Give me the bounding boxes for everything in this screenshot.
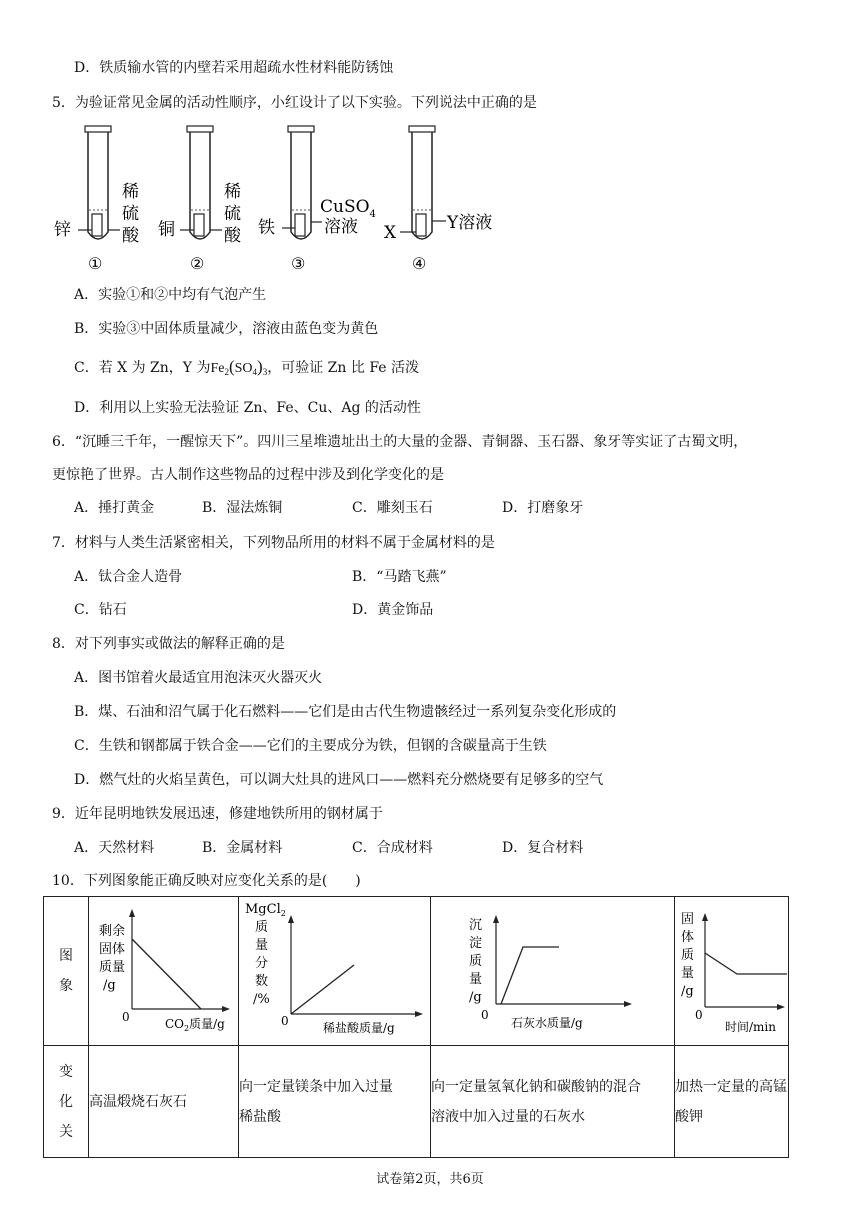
desc-d: 加热一定量的高锰 酸钾 [675, 1046, 789, 1158]
graph-b [239, 897, 431, 1045]
graph-d-cell [675, 897, 789, 1046]
svg-text:/g: /g [469, 990, 482, 1005]
q7-option-c: C．钻石 [74, 602, 127, 618]
svg-text:量: 量 [681, 966, 695, 981]
tube2-sol-1: 稀 [224, 182, 241, 202]
tube2-sol-2: 硫 [224, 204, 241, 224]
q7-option-a: A．钛合金人造骨 [74, 569, 183, 585]
svg-text:0: 0 [122, 1010, 130, 1024]
graph-b-line [291, 965, 354, 1014]
svg-text:量: 量 [255, 938, 269, 953]
tube1-sol-1: 稀 [122, 182, 139, 202]
tube3-sol-bottom: 溶液 [324, 217, 358, 237]
q5-option-d: D．利用以上实验无法验证 Zn、Fe、Cu、Ag 的活动性 [74, 400, 421, 416]
graph-a [89, 897, 239, 1045]
graph-a-cell [89, 897, 239, 1046]
graph-b-cell [239, 897, 431, 1046]
svg-text:剩余: 剩余 [99, 924, 126, 939]
svg-text:0: 0 [695, 1008, 703, 1022]
graph-c-cell [431, 897, 675, 1046]
q7-option-b: B．“马踏飞燕” [352, 569, 447, 585]
q8-option-b: B．煤、石油和沼气属于化石燃料——它们是由古代生物遗骸经过一系列复杂变化形成的 [74, 704, 617, 720]
svg-text:/g: /g [681, 984, 694, 999]
q5-option-c-pre: C．若 X 为 Zn，Y 为 [74, 360, 211, 376]
svg-text:数: 数 [255, 974, 269, 989]
graph-d-line [705, 953, 787, 974]
svg-text:体: 体 [681, 930, 695, 945]
tube3-sol-top: CuSO [320, 197, 370, 217]
svg-text:时间/min: 时间/min [725, 1020, 776, 1034]
tube2-metal: 铜 [158, 220, 175, 240]
svg-text:质量: 质量 [99, 960, 126, 975]
q9-option-b: B．金属材料 [202, 840, 283, 856]
q6-stem-line1: 6．“沉睡三千年，一醒惊天下”。四川三星堆遗址出土的大量的金器、青铜器、玉石器、象牙等实证了古蜀文明， [52, 434, 748, 450]
tube4-solution: Y溶液 [447, 213, 493, 233]
q10-table [43, 896, 789, 1158]
q6-option-d: D．打磨象牙 [502, 500, 584, 516]
q6-stem-line2: 更惊艳了世界。古人制作这些物品的过程中涉及到化学变化的是 [52, 467, 444, 483]
q6-option-c: C．雕刻玉石 [352, 500, 433, 516]
tube4-metal: X [384, 223, 397, 243]
q9-option-a: A．天然材料 [74, 840, 155, 856]
tube3-num: ③ [291, 254, 306, 273]
test-tube-1 [78, 126, 120, 239]
q8-stem: 8．对下列事实或做法的解释正确的是 [52, 636, 285, 652]
q8-option-c: C．生铁和钢都属于铁合金——它们的主要成分为铁，但钢的含碳量高于生铁 [74, 738, 547, 754]
desc-c: 向一定量氢氧化钠和碳酸钠的混合 溶液中加入过量的石灰水 [431, 1046, 675, 1158]
q5-option-a: A．实验①和②中均有气泡产生 [74, 287, 267, 303]
svg-text:质: 质 [681, 948, 695, 963]
test-tube-3 [282, 126, 322, 239]
tube4-num: ④ [412, 254, 427, 273]
svg-text:固体: 固体 [99, 942, 126, 957]
q8-option-a: A．图书馆着火最适宜用泡沫灭火器灭火 [74, 670, 323, 686]
q6-option-a: A．捶打黄金 [74, 500, 155, 516]
q5-option-c [74, 357, 419, 382]
svg-text:0: 0 [481, 1008, 489, 1022]
svg-text:量: 量 [469, 972, 483, 987]
svg-text:沉: 沉 [469, 918, 483, 933]
svg-text:稀盐酸质量/g: 稀盐酸质量/g [323, 1021, 395, 1035]
svg-text:/%: /% [253, 992, 270, 1007]
q9-option-c: C．合成材料 [352, 840, 433, 856]
tube3-sol-sub: 4 [369, 209, 376, 220]
test-tube-4 [400, 126, 446, 239]
tube3-metal: 铁 [258, 218, 275, 238]
q6-option-b: B．湿法炼铜 [202, 500, 283, 516]
svg-text:石灰水质量/g: 石灰水质量/g [511, 1016, 583, 1030]
svg-text:分: 分 [255, 956, 269, 971]
q10-row-descriptions [44, 1046, 789, 1158]
graph-c-line [501, 947, 559, 1004]
graph-c [431, 897, 675, 1045]
q10-stem: 10．下列图象能正确反映对应变化关系的是( ) [52, 873, 361, 889]
graph-a-line [132, 939, 201, 1009]
svg-text:/g: /g [103, 978, 116, 993]
svg-text:0: 0 [281, 1014, 289, 1028]
svg-text:质: 质 [255, 920, 269, 935]
test-tube-2 [180, 126, 222, 239]
q10-row-graphs [44, 897, 789, 1046]
tube1-num: ① [88, 254, 103, 273]
q8-option-d: D．燃气灶的火焰呈黄色，可以调大灶具的进风口——燃料充分燃烧要有足够多的空气 [74, 772, 604, 788]
tube1-sol-2: 硫 [122, 204, 139, 224]
q5-stem: 5．为验证常见金属的活动性顺序，小红设计了以下实验。下列说法中正确的是 [52, 95, 537, 111]
q7-option-d: D．黄金饰品 [352, 602, 434, 618]
q5-option-b: B．实验③中固体质量减少，溶液由蓝色变为黄色 [74, 321, 379, 337]
q5-option-c-formula: $Fe_2(SO_4)_3$ [210, 357, 268, 377]
q9-option-d: D．复合材料 [502, 840, 584, 856]
q4-option-d: D．铁质输水管的内壁若采用超疏水性材料能防锈蚀 [74, 60, 394, 76]
svg-text:固: 固 [681, 912, 695, 927]
row-label-change: 变 化 关 [44, 1046, 89, 1158]
page-footer: 试卷第2页，共6页 [376, 1172, 484, 1187]
desc-b: 向一定量镁条中加入过量 稀盐酸 [239, 1046, 431, 1158]
desc-a: 高温煅烧石灰石 [89, 1046, 239, 1158]
tube2-num: ② [190, 254, 205, 273]
tube1-metal: 锌 [54, 220, 71, 240]
svg-text:CO2质量/g: $CO_2$质量/g [165, 1017, 225, 1033]
q5-option-c-post: ，可验证 Zn 比 Fe 活泼 [267, 360, 419, 376]
q7-stem: 7．材料与人类生活紧密相关，下列物品所用的材料不属于金属材料的是 [52, 535, 495, 551]
tube2-sol-3: 酸 [224, 226, 241, 246]
q5-figure [50, 122, 510, 277]
row-label-graph: 图 象 [44, 897, 89, 1046]
graph-d [675, 897, 789, 1045]
svg-text:淀: 淀 [469, 936, 483, 951]
tube1-sol-3: 酸 [122, 226, 139, 246]
svg-text:MgCl2: MgCl$_2$ [245, 902, 286, 918]
svg-text:质: 质 [469, 954, 483, 969]
q9-stem: 9．近年昆明地铁发展迅速，修建地铁所用的钢材属于 [52, 806, 383, 822]
